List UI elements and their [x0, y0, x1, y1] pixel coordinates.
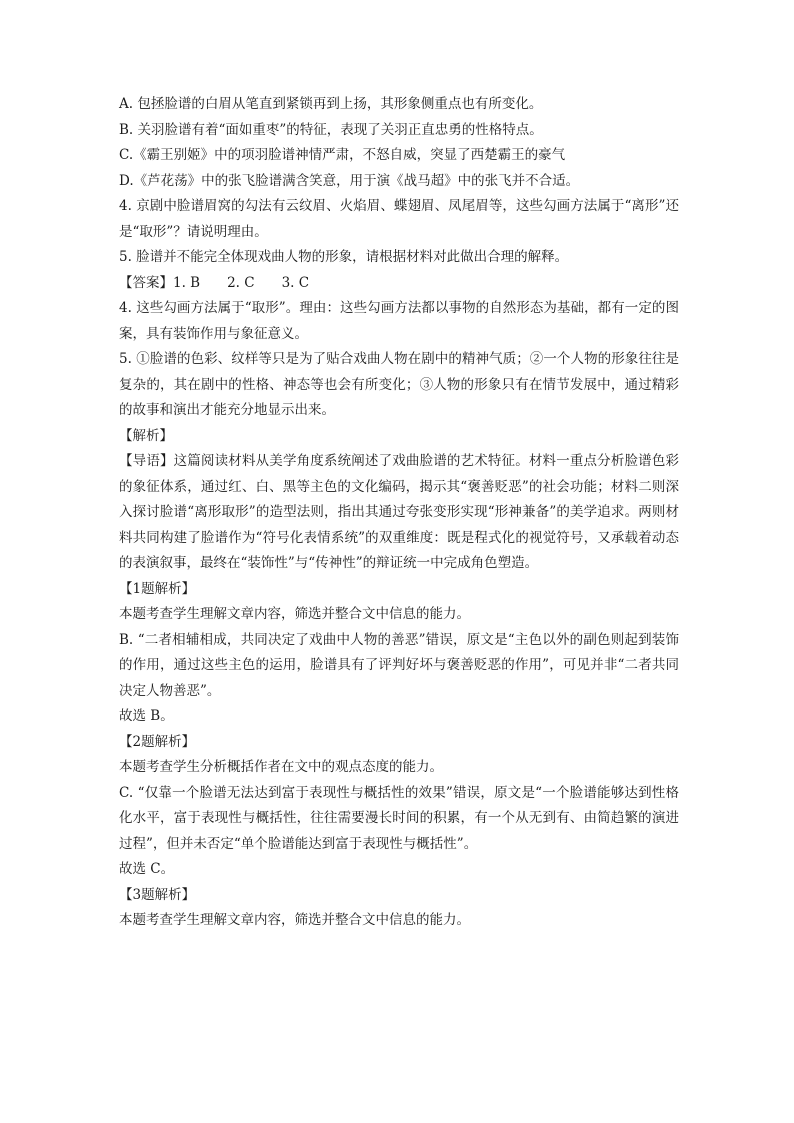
q1-analysis-heading: 【1题解析】: [119, 580, 196, 597]
document-body: [119, 92, 679, 934]
analysis-heading: 【解析】: [119, 427, 173, 444]
intro-paragraph: 【导语】这篇阅读材料从美学角度系统阐述了戏曲脸谱的艺术特征。材料一重点分析脸谱色彩的象征体系，通过红、白、黑等主色的文化编码，揭示其“褒善贬恶”的社会功能；材料二则深入探讨脸谱“离形取形”的造型法则，指出其通过夸张变形实现“形神兼备”的美学追求。两则材料共同构建了脸谱作为“符号化表情系统”的双重维度：既是程式化的视觉符号，又承载着动态的表演叙事，最终在“装饰性”与“传神性”的辩证统一中完成角色塑造。: [119, 453, 679, 571]
answer-5: 5. ①脸谱的色彩、纹样等只是为了贴合戏曲人物在剧中的精神气质；②一个人物的形象往往是复杂的，其在剧中的性格、神态等也会有所变化；③人物的形象只有在情节发展中，通过精彩的故事和演出才能充分地显示出来。: [119, 351, 679, 418]
q2-analysis-body: C. “仅靠一个脸谱无法达到富于表现性与概括性的效果”错误，原文是“一个脸谱能够达到性格化水平，富于表现性与概括性，往往需要漫长时间的积累，有一个从无到有、由简趋繁的演进过程”，但并未否定“单个脸谱能达到富于表现性与概括性”。: [119, 784, 679, 852]
q3-analysis-heading: 【3题解析】: [119, 886, 196, 903]
q1-analysis-intro: 本题考查学生理解文章内容，筛选并整合文中信息的能力。: [119, 606, 470, 622]
q1-conclusion: 故选 B。: [119, 708, 174, 724]
answer-heading: 【答案】1. B 2. C 3. C: [119, 274, 310, 291]
option-c: C.《霸王别姬》中的项羽脸谱神情严肃，不怒自威，突显了西楚霸王的豪气: [119, 147, 566, 163]
q2-analysis-heading: 【2题解析】: [119, 733, 196, 750]
option-d: D.《芦花荡》中的张飞脸谱满含笑意，用于演《战马超》中的张飞并不合适。: [119, 172, 580, 189]
option-a: A. 包拯脸谱的白眉从笔直到紧锁再到上扬，其形象侧重点也有所变化。: [119, 96, 543, 112]
question-5: 5. 脸谱并不能完全体现戏曲人物的形象，请根据材料对此做出合理的解释。: [119, 249, 569, 265]
option-b: B. 关羽脸谱有着“面如重枣”的特征，表现了关羽正直忠勇的性格特点。: [119, 121, 543, 138]
q2-analysis-intro: 本题考查学生分析概括作者在文中的观点态度的能力。: [119, 759, 443, 775]
answer-4: 4. 这些勾画方法属于“取形”。理由：这些勾画方法都以事物的自然形态为基础，都有一定的图案，具有装饰作用与象征意义。: [119, 300, 679, 342]
q1-analysis-body: B. “二者相辅相成，共同决定了戏曲中人物的善恶”错误，原文是“主色以外的副色则起到装饰的作用，通过这些主色的运用，脸谱具有了评判好坏与褒善贬恶的作用”，可见并非“二者共同决定人物善恶”。: [119, 631, 679, 699]
q3-analysis-intro: 本题考查学生理解文章内容，筛选并整合文中信息的能力。: [119, 912, 470, 928]
q2-conclusion: 故选 C。: [119, 861, 175, 877]
question-4: 4. 京剧中脸谱眉窝的勾法有云纹眉、火焰眉、蝶翅眉、凤尾眉等，这些勾画方法属于“离形”还是“取形”？请说明理由。: [119, 198, 679, 240]
